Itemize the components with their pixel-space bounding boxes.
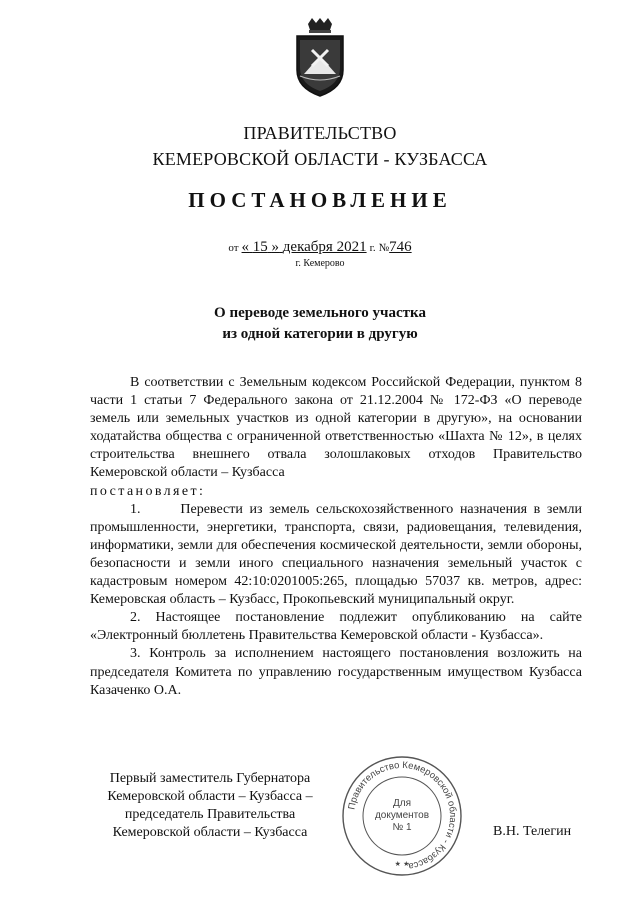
document-number: 746	[389, 239, 412, 255]
signatory-name: В.Н. Телегин	[493, 824, 572, 839]
date-month-year: декабря 2021	[282, 239, 367, 255]
seal-stars: ★ ★	[394, 860, 410, 868]
date-number-line	[0, 239, 640, 256]
quote-open: «	[241, 239, 250, 255]
item-2-paragraph: 2. Настоящее постановление подлежит опубликованию на сайте «Электронный бюллетень Правительства Кемеровской области - Кузбасса».	[90, 610, 582, 644]
position-line2: Кемеровской области – Кузбасса –	[107, 789, 313, 804]
position-line4: Кемеровской области – Кузбасса	[112, 825, 308, 840]
seal-center-line2: документов	[374, 810, 430, 821]
official-seal-stamp	[340, 754, 464, 878]
signatory-position	[90, 770, 330, 842]
coat-of-arms-emblem	[294, 18, 346, 98]
government-name-line1: ПРАВИТЕЛЬСТВО	[243, 123, 397, 143]
date-from-label: от	[228, 242, 239, 254]
document-type-heading: ПОСТАНОВЛЕНИЕ	[188, 188, 452, 212]
intro-paragraph: В соответствии с Земельным кодексом Российской Федерации, пунктом 8 части 1 статьи 7 Федерального закона от 21.12.2004 № 172-ФЗ «О переводе земель или земельных участков из одной категории в другую», на основании ходатайства общества с ограниченной ответственностью «Шахта № 12», в целях строительства внешнего отвала золошлаковых отходов Правительство Кемеровской области – Кузбасса	[90, 375, 582, 481]
seal-center-line1: Для	[392, 798, 412, 809]
position-line1: Первый заместитель Губернатора	[109, 771, 311, 786]
title-line2: из одной категории в другую	[222, 326, 418, 342]
number-sign: №	[378, 242, 390, 254]
document-title	[0, 303, 640, 345]
government-name-line2: КЕМЕРОВСКОЙ ОБЛАСТИ - КУЗБАССА	[152, 149, 488, 169]
resolves-line: постановляет:	[90, 483, 206, 499]
position-line3: председатель Правительства	[124, 807, 296, 822]
quote-close: »	[271, 239, 280, 255]
title-line1: О переводе земельного участка	[214, 305, 426, 321]
item-3-paragraph: 3. Контроль за исполнением настоящего постановления возложить на председателя Комитета по управлению государственным имуществом Кузбасса Казаченко О.А.	[90, 646, 582, 698]
city-name: г. Кемерово	[295, 258, 345, 269]
seal-ring-text: Правительство Кемеровской области - Кузбасса	[346, 759, 459, 872]
date-day: 15	[252, 239, 268, 255]
year-suffix: г.	[369, 242, 376, 254]
seal-center-line3: № 1	[392, 822, 412, 833]
item-1-paragraph: 1. Перевести из земель сельскохозяйственного назначения в земли промышленности, энергетики, транспорта, связи, радиовещания, телевидения, информатики, земли для обеспечения космической деятельности, земли обороны, безопасности и земли иного специального назначения земельный участок с кадастровым номером 42:10:0201005:265, площадью 57037 кв. метров, адрес: Кемеровская область – Кузбасс, Прокопьевский муниципальный округ.	[90, 501, 582, 608]
document-body	[90, 374, 582, 700]
